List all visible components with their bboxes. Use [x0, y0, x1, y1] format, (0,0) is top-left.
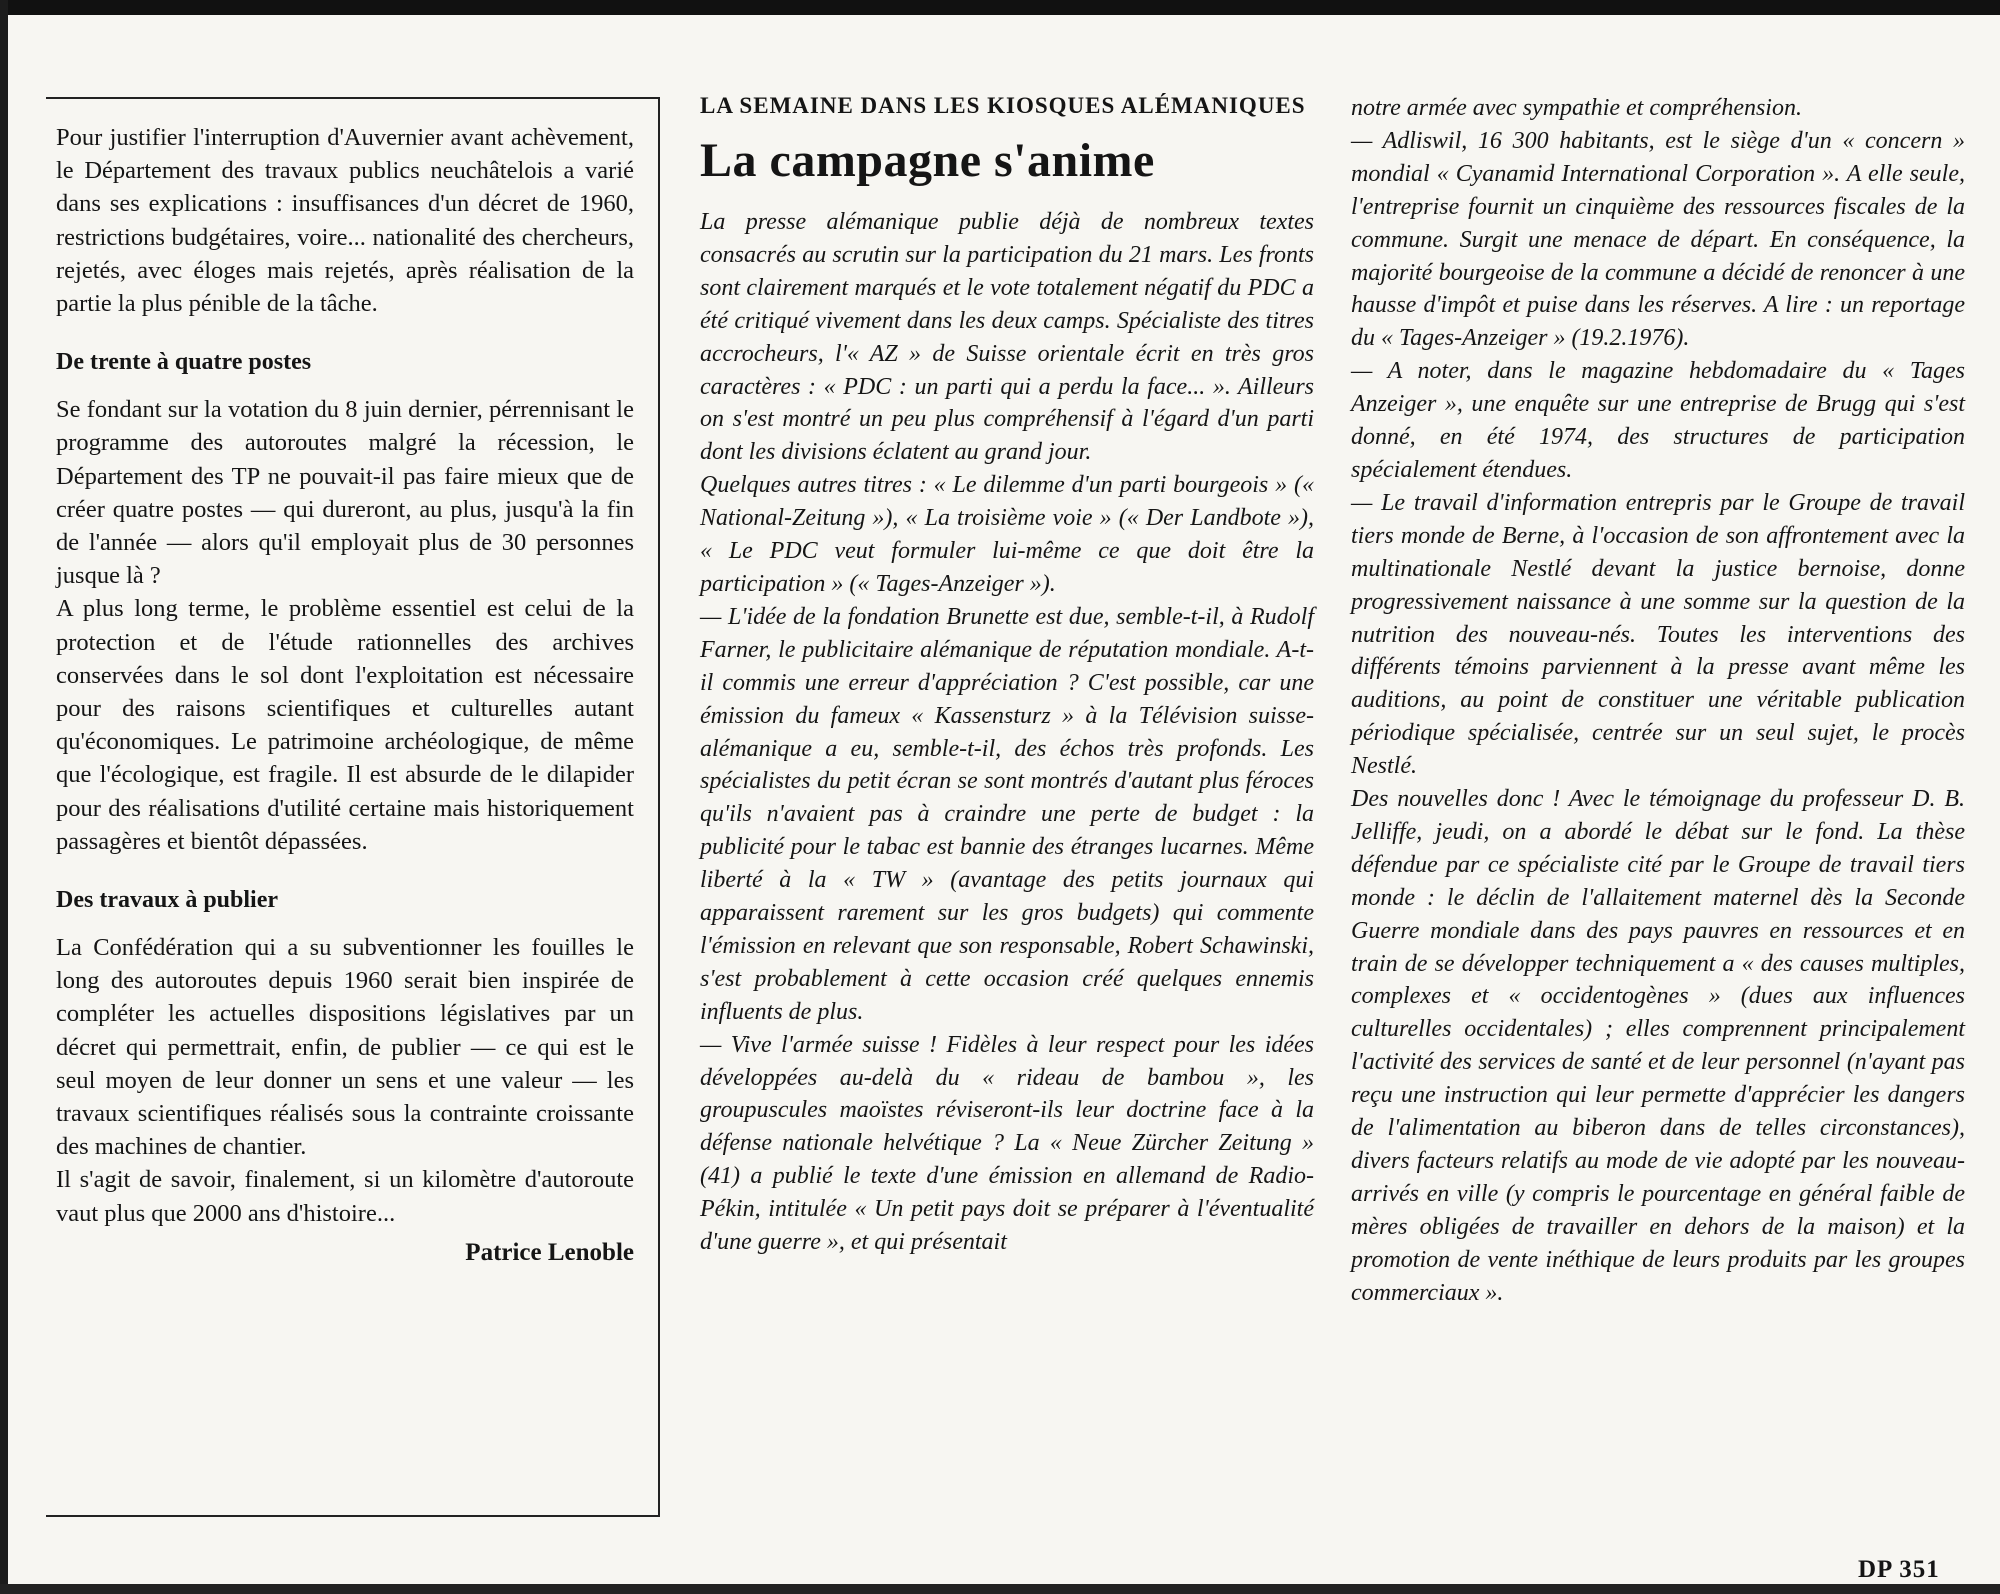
middle-paragraph-armee: — Vive l'armée suisse ! Fidèles à leur respect pour les idées développées au-delà du « rideau de bambou », les groupuscules maoïstes réviseront-ils leur doctrine face à la défense nationale helvétique ? La « Neue Zürcher Zeitung » (41) a publié le texte d'une émission en allemand de Radio-Pékin, intitulée « Un petit pays doit se préparer à l'éventualité d'une guerre », et qui présentait: [700, 1031, 1314, 1256]
middle-paragraph-presse: La presse alémanique publie déjà de nombreux textes consacrés au scrutin sur la participation du 21 mars. Les fronts sont clairement marqués et le vote totalement négatif du PDC a été critiqué vivement dans les deux camps. Spécialiste des titres accrocheurs, l'« AZ » de Suisse orientale écrit en très gros caractères : « PDC : un parti qui a perdu la face... ». Ailleurs on s'est montré un peu plus compréhensif à l'égard d'un parti dont les divisions éclatent au grand jour.: [700, 209, 1314, 466]
left-scan-border: [0, 0, 8, 1594]
middle-paragraph-brunette: — L'idée de la fondation Brunette est due, semble-t-il, à Rudolf Farner, le publicitaire alémanique de réputation mondiale. A-t-il commis une erreur d'appréciation ? C'est possible, car une émission du fameux « Kassensturz » à la Télévision suisse-alémanique a eu, semble-t-il, des échos très profonds. Les spécialistes du petit écran se sont montrés d'autant plus féroces qu'ils n'avaient pas à craindre une perte de budget : la publicité pour le tabac est bannie des étranges lucarnes. Même liberté à la « TW » (avantage des petits journaux qui apparaissent rarement sur les gros budgets) qui commente l'émission en relevant que son responsable, Robert Schawinski, s'est probablement à cette occasion créé quelques ennemis influents de plus.: [700, 603, 1314, 1025]
left-paragraph-confederation: La Confédération qui a su subventionner les fouilles le long des autoroutes depuis 1960 serait bien inspirée de compléter les actuelles dispositions législatives par un décret qui permettrait, enfin, de publier — ce qui est le seul moyen de leur donner un sens et une valeur — les travaux scientifiques réalisés sous la contrainte croissante des machines de chantier.: [56, 934, 634, 1161]
right-paragraph-adliswil: — Adliswil, 16 300 habitants, est le siège d'un « concern » mondial « Cyanamid International Corporation ». A elle seule, l'entreprise fournit un cinquième des ressources fiscales de la commune. Surgit une menace de départ. En conséquence, la majorité bourgeoise de la commune a décidé de renoncer à une hausse d'impôt et puise dans les réserves. A lire : un reportage du « Tages-Anzeiger » (19.2.1976).: [1351, 127, 1965, 352]
section-heading-postes: De trente à quatre postes: [56, 349, 312, 376]
middle-paragraph-titres: Quelques autres titres : « Le dilemme d'un parti bourgeois » (« National-Zeitung »), « La troisième voie » (« Der Landbote »), « Le PDC veut formuler lui-même ce que doit être la participation » (« Tages-Anzeiger »).: [700, 472, 1314, 597]
left-paragraph-votation: Se fondant sur la votation du 8 juin dernier, pérrennisant le programme des autoroutes malgré la récession, le Département des TP ne pouvait-il pas faire mieux que de créer quatre postes — qui dureront, au plus, jusqu'à la fin de l'année — alors qu'il employait plus de 30 personnes jusque là ?: [56, 396, 634, 590]
right-paragraph-brugg: — A noter, dans le magazine hebdomadaire du « Tages Anzeiger », une enquête sur une entreprise de Brugg qui s'est donné, en été 1974, des structures de participation spécialement étendues.: [1351, 358, 1965, 483]
left-column-text: [56, 121, 634, 1270]
left-paragraph-conclusion: Il s'agit de savoir, finalement, si un kilomètre d'autoroute vaut plus que 2000 ans d'histoire...: [56, 1166, 634, 1227]
right-paragraph-nestle: — Le travail d'information entrepris par le Groupe de travail tiers monde de Berne, à l'occasion de son affrontement avec la multinationale Nestlé devant la justice bernoise, donne progressivement naissance à une somme sur la question de la nutrition des nouveau-nés. Toutes les interventions des différents témoins parviennent à la presse avant même les auditions, au point de constituer une véritable publication périodique spécialisée, centrée sur un seul sujet, le procès Nestlé.: [1351, 489, 1965, 780]
left-paragraph-protection: A plus long terme, le problème essentiel est celui de la protection et de l'étude rationnelles des archives conservées dans le sol dont l'exploitation est nécessaire pour des raisons scientifiques et culturelles autant qu'économiques. Le patrimoine archéologique, de même que l'écologique, est fragile. Il est absurde de le dilapider pour des réalisations d'utilité certaine mais historiquement passagères et bientôt dépassées.: [56, 595, 634, 855]
left-boxed-column: [46, 97, 660, 1517]
section-heading-publier: Des travaux à publier: [56, 887, 278, 914]
bottom-scan-border: [0, 1584, 2000, 1594]
top-scan-border: [0, 0, 2000, 15]
right-paragraph-jelliffe: Des nouvelles donc ! Avec le témoignage du professeur D. B. Jelliffe, jeudi, on a abordé le débat sur le fond. La thèse défendue par ce spécialiste cité par le Groupe de travail tiers monde : le déclin de l'allaitement maternel dès la Seconde Guerre mondiale dans des pays pauvres en ressources et en train de se développer techniquement a « des causes multiples, complexes et « occidentogènes » (dues aux influences culturelles occidentales) ; elles comprennent principalement l'activité des services de santé et de leur personnel (n'ayant pas reçu une instruction qui leur permette d'apprécier les dangers de l'alimentation au biberon dans de telles circonstances), divers facteurs relatifs au mode de vie adopté par les nouveau-arrivés en ville (y compris le pourcentage en général faible de mères obligées de travailler en dehors de la maison) et la promotion de vente inéthique de leurs produits par les groupes commerciaux ».: [1351, 786, 1965, 1306]
section-kicker: LA SEMAINE DANS LES KIOSQUES ALÉMANIQUES: [700, 93, 1306, 118]
right-column: [1351, 92, 1965, 1310]
middle-article-body: [700, 206, 1314, 1259]
article-headline: La campagne s'anime: [700, 134, 1155, 187]
right-paragraph-continuation: notre armée avec sympathie et compréhension.: [1351, 95, 1802, 121]
page-number: DP 351: [1858, 1556, 1940, 1583]
author-signature: Patrice Lenoble: [465, 1238, 634, 1266]
left-intro-paragraph: Pour justifier l'interruption d'Auvernier avant achèvement, le Département des travaux publics neuchâtelois a varié dans ses explications : insuffisances d'un décret de 1960, restrictions budgétaires, voire... nationalité des chercheurs, rejetés, avec éloges mais rejetés, après réalisation de la partie la plus pénible de la tâche.: [56, 124, 634, 318]
middle-column: [700, 92, 1314, 1259]
